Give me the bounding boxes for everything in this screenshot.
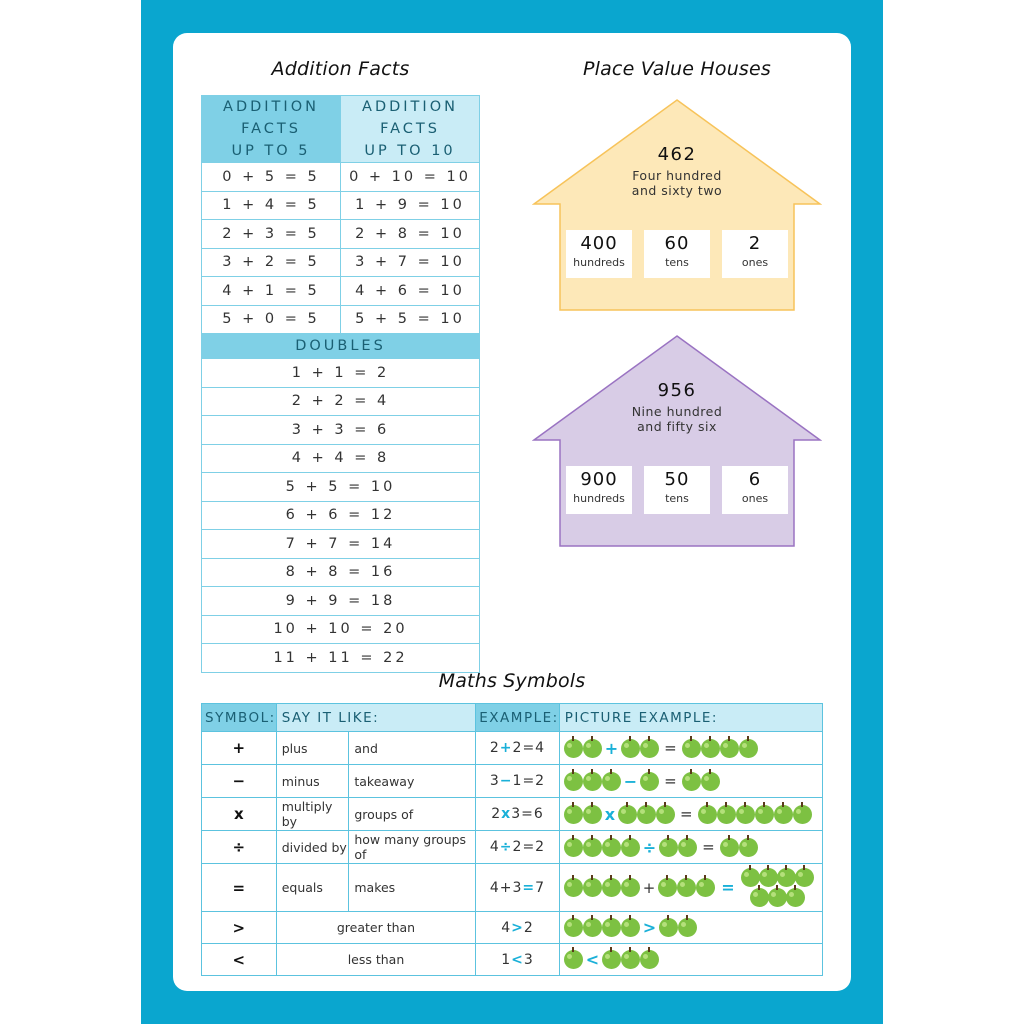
say-it-like: less than: [276, 944, 476, 976]
apple-icon: [755, 805, 774, 824]
header-picture-example: PICTURE EXAMPLE:: [559, 704, 822, 732]
apple-icon: [564, 950, 583, 969]
minus-icon: −: [623, 771, 638, 791]
apple-icon: [602, 772, 621, 791]
equals-icon: =: [721, 878, 735, 897]
apple-icon: [583, 838, 602, 857]
apple-icon: [564, 772, 583, 791]
house-shape: [532, 98, 822, 312]
apple-icon: [698, 805, 717, 824]
apple-icon: [621, 878, 640, 897]
apple-icon: [602, 838, 621, 857]
say-it-like: divided by: [276, 831, 349, 864]
say-it-like-alt: and: [349, 732, 476, 765]
tens-box: 60 tens: [644, 230, 710, 278]
example: 4+3=7: [476, 864, 559, 912]
fact-cell: 5 + 5 = 10: [341, 305, 480, 334]
apple-icon: [583, 878, 602, 897]
place-value-house-462: [532, 98, 822, 312]
say-it-like: multiply by: [276, 798, 349, 831]
apple-icon: [602, 918, 621, 937]
say-it-like-alt: how many groups of: [349, 831, 476, 864]
place-value-house-956: [532, 334, 822, 548]
apple-icon: [640, 772, 659, 791]
symbol-multiply: x: [202, 798, 277, 831]
hundreds-box: 900 hundreds: [566, 466, 632, 514]
apple-icon: [564, 838, 583, 857]
apple-icon: [583, 805, 602, 824]
apple-icon: [621, 838, 640, 857]
multiply-icon: x: [604, 804, 616, 824]
symbol-less-than: <: [202, 944, 277, 976]
doubles-cell: 5 + 5 = 10: [202, 473, 480, 502]
say-it-like-alt: groups of: [349, 798, 476, 831]
apple-icon: [682, 739, 701, 758]
apple-icon: [564, 739, 583, 758]
apple-icon: [618, 805, 637, 824]
apple-icon: [739, 739, 758, 758]
example: 4÷2=2: [476, 831, 559, 864]
fact-cell: 4 + 1 = 5: [202, 277, 341, 306]
addition-facts-title: Addition Facts: [271, 58, 410, 80]
apple-icon: [659, 918, 678, 937]
fact-cell: 2 + 3 = 5: [202, 220, 341, 249]
header-up-to-10: ADDITION FACTS UP TO 10: [341, 96, 480, 163]
apple-icon: [720, 838, 739, 857]
tens-box: 50 tens: [644, 466, 710, 514]
picture-example: [559, 798, 822, 831]
apple-icon: [750, 888, 769, 907]
picture-example: [559, 944, 822, 976]
greater-than-icon: >: [642, 918, 657, 937]
maths-symbols-title: Maths Symbols: [438, 670, 586, 692]
fact-cell: 1 + 4 = 5: [202, 191, 341, 220]
apple-icon: [677, 878, 696, 897]
say-it-like: plus: [276, 732, 349, 765]
hundreds-box: 400 hundreds: [566, 230, 632, 278]
example: 3−1=2: [476, 765, 559, 798]
say-it-like: minus: [276, 765, 349, 798]
apple-icon: [768, 888, 787, 907]
house-number: 462: [657, 144, 697, 165]
apple-icon: [774, 805, 793, 824]
maths-symbols-table: [201, 703, 823, 976]
example: 2x3=6: [476, 798, 559, 831]
apple-icon: [621, 918, 640, 937]
picture-example: [559, 732, 822, 765]
fact-cell: 5 + 0 = 5: [202, 305, 341, 334]
equals-icon: =: [664, 739, 677, 757]
doubles-cell: 8 + 8 = 16: [202, 558, 480, 587]
fact-cell: 3 + 2 = 5: [202, 248, 341, 277]
apple-icon: [640, 739, 659, 758]
apple-icon: [701, 772, 720, 791]
equals-icon: =: [664, 772, 677, 790]
apple-icon: [658, 878, 677, 897]
doubles-cell: 9 + 9 = 18: [202, 587, 480, 616]
apple-icon: [701, 739, 720, 758]
apple-icon: [793, 805, 812, 824]
apple-icon: [583, 739, 602, 758]
fact-cell: 3 + 7 = 10: [341, 248, 480, 277]
fact-cell: 2 + 8 = 10: [341, 220, 480, 249]
symbol-divide: ÷: [202, 831, 277, 864]
fact-cell: 4 + 6 = 10: [341, 277, 480, 306]
apple-icon: [682, 772, 701, 791]
apple-icon: [656, 805, 675, 824]
apple-icon: [564, 918, 583, 937]
header-up-to-5: ADDITION FACTS UP TO 5: [202, 96, 341, 163]
apple-icon: [678, 838, 697, 857]
symbol-equals: =: [202, 864, 277, 912]
say-it-like-alt: makes: [349, 864, 476, 912]
apple-icon: [602, 950, 621, 969]
apple-icon: [621, 950, 640, 969]
doubles-cell: 4 + 4 = 8: [202, 444, 480, 473]
symbol-greater-than: >: [202, 912, 277, 944]
header-say-it-like: SAY IT LIKE:: [276, 704, 476, 732]
apple-icon: [640, 950, 659, 969]
ones-box: 2 ones: [722, 230, 788, 278]
apple-icon: [720, 739, 739, 758]
header-example: EXAMPLE:: [476, 704, 559, 732]
example: 4>2: [476, 912, 559, 944]
house-number: 956: [657, 380, 697, 401]
apple-icon: [696, 878, 715, 897]
say-it-like: equals: [276, 864, 349, 912]
say-it-like: greater than: [276, 912, 476, 944]
apple-icon: [637, 805, 656, 824]
equals-icon: =: [680, 805, 693, 823]
picture-example: [559, 765, 822, 798]
plus-icon: +: [604, 738, 619, 758]
doubles-cell: 1 + 1 = 2: [202, 359, 480, 388]
picture-example: [559, 831, 822, 864]
apple-icon: [583, 772, 602, 791]
apple-icon: [786, 888, 805, 907]
symbol-plus: +: [202, 732, 277, 765]
apple-icon: [717, 805, 736, 824]
fact-cell: 1 + 9 = 10: [341, 191, 480, 220]
place-value-title: Place Value Houses: [582, 58, 772, 80]
doubles-cell: 7 + 7 = 14: [202, 530, 480, 559]
doubles-cell: 6 + 6 = 12: [202, 501, 480, 530]
apple-icon: [739, 838, 758, 857]
fact-cell: 0 + 5 = 5: [202, 163, 341, 192]
say-it-like-alt: takeaway: [349, 765, 476, 798]
doubles-header: DOUBLES: [202, 334, 480, 359]
apple-icon: [795, 868, 814, 887]
house-words: Four hundred and sixty two: [631, 168, 723, 198]
equals-icon: =: [702, 838, 715, 856]
apple-icon: [564, 878, 583, 897]
example: 2+2=4: [476, 732, 559, 765]
apple-icon: [621, 739, 640, 758]
apple-icon: [736, 805, 755, 824]
apple-icon: [678, 918, 697, 937]
apple-icon: [602, 878, 621, 897]
house-words: Nine hundred and fifty six: [631, 404, 723, 434]
ones-box: 6 ones: [722, 466, 788, 514]
fact-cell: 0 + 10 = 10: [341, 163, 480, 192]
plus-icon: +: [642, 878, 656, 897]
apple-icon: [583, 918, 602, 937]
apple-group: [742, 868, 814, 907]
apple-icon: [659, 838, 678, 857]
divide-icon: ÷: [642, 837, 657, 857]
less-than-icon: <: [585, 950, 600, 969]
apple-icon: [564, 805, 583, 824]
addition-facts-table: [201, 95, 480, 673]
doubles-cell: 10 + 10 = 20: [202, 615, 480, 644]
example: 1<3: [476, 944, 559, 976]
picture-example: [559, 864, 822, 912]
doubles-cell: 2 + 2 = 4: [202, 387, 480, 416]
doubles-cell: 3 + 3 = 6: [202, 416, 480, 445]
symbol-minus: −: [202, 765, 277, 798]
picture-example: [559, 912, 822, 944]
house-shape: [532, 334, 822, 548]
doubles-cell: 11 + 11 = 22: [202, 644, 480, 673]
header-symbol: SYMBOL:: [202, 704, 277, 732]
